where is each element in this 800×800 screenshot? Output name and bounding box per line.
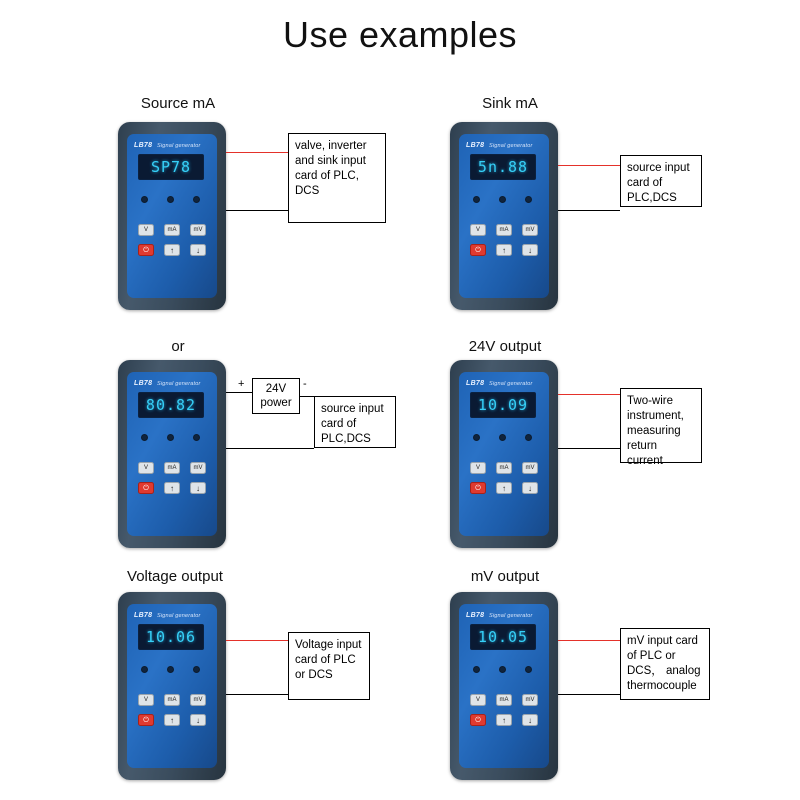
key-mv[interactable]: mV [190, 462, 206, 474]
key-up[interactable]: ↑ [496, 482, 512, 494]
device-face [127, 134, 217, 298]
wire-red-source-ma [226, 152, 288, 153]
key-power[interactable]: ⏻ [138, 482, 154, 494]
device-brand-subtitle: Signal generator [157, 381, 201, 387]
device-led-group [141, 434, 203, 440]
example-title-24v-output: 24V output [468, 338, 542, 355]
device-face [459, 134, 549, 298]
led-indicator-2 [499, 434, 506, 441]
device-key-row-control [138, 714, 206, 727]
key-mv[interactable]: mV [190, 694, 206, 706]
led-indicator-3 [193, 196, 200, 203]
device-key-row-control [470, 244, 538, 257]
label-box-24v-output: Two-wire instrument, measuring return current [620, 388, 702, 463]
key-ma[interactable]: mA [164, 224, 180, 236]
key-power[interactable]: ⏻ [470, 714, 486, 726]
signal-generator-device [450, 122, 558, 310]
label-box-source-ma: valve, inverter and sink input card of PLC, DCS [288, 133, 386, 223]
device-screen [470, 392, 536, 418]
label-box-24v-power: 24V power [252, 378, 300, 414]
key-down[interactable]: ↓ [190, 714, 206, 726]
label-box-voltage-output: Voltage input card of PLC or DCS [288, 632, 370, 700]
led-indicator-1 [473, 666, 480, 673]
key-mv[interactable]: mV [190, 224, 206, 236]
key-power[interactable]: ⏻ [138, 244, 154, 256]
led-indicator-1 [141, 666, 148, 673]
key-down[interactable]: ↓ [190, 244, 206, 256]
device-key-row-units [138, 462, 206, 475]
led-indicator-2 [499, 196, 506, 203]
led-indicator-3 [525, 434, 532, 441]
led-indicator-3 [193, 434, 200, 441]
key-v[interactable]: V [138, 694, 154, 706]
label-box-sink-ma: source input card of PLC,DCS [620, 155, 702, 207]
device-led-group [473, 666, 535, 672]
device-display-value: SP78 [150, 158, 192, 176]
wire-red-sink-ma [558, 165, 620, 166]
device-brand: LB78 [466, 142, 485, 149]
device-key-row-units [138, 694, 206, 707]
minus-sign: - [303, 378, 307, 390]
led-indicator-2 [167, 196, 174, 203]
wire-black-24v-output [558, 448, 620, 449]
device-key-row-units [470, 694, 538, 707]
key-power[interactable]: ⏻ [470, 482, 486, 494]
key-power[interactable]: ⏻ [470, 244, 486, 256]
device-brand: LB78 [466, 380, 485, 387]
led-indicator-3 [525, 666, 532, 673]
device-brand: LB78 [134, 142, 153, 149]
key-down[interactable]: ↓ [522, 482, 538, 494]
device-brand-subtitle: Signal generator [157, 143, 201, 149]
key-mv[interactable]: mV [522, 224, 538, 236]
page-title: Use examples [282, 14, 518, 55]
led-indicator-1 [141, 196, 148, 203]
device-led-group [141, 666, 203, 672]
key-down[interactable]: ↓ [190, 482, 206, 494]
device-key-row-units [470, 462, 538, 475]
device-key-row-control [470, 714, 538, 727]
device-brand-subtitle: Signal generator [157, 613, 201, 619]
device-key-row-control [138, 244, 206, 257]
device-face [127, 372, 217, 536]
key-ma[interactable]: mA [496, 224, 512, 236]
wire-red-voltage-output [226, 640, 288, 641]
wire-black-mv-output [558, 694, 620, 695]
led-indicator-3 [193, 666, 200, 673]
led-indicator-1 [141, 434, 148, 441]
device-display-value: 10.06 [145, 628, 197, 646]
device-face [127, 604, 217, 768]
example-title-voltage-output: Voltage output [127, 568, 223, 585]
device-screen [470, 154, 536, 180]
key-down[interactable]: ↓ [522, 244, 538, 256]
device-screen [470, 624, 536, 650]
key-v[interactable]: V [470, 694, 486, 706]
key-up[interactable]: ↑ [164, 244, 180, 256]
example-title-source-ma: Source mA [140, 95, 216, 112]
plus-sign: + [238, 378, 245, 390]
key-v[interactable]: V [138, 462, 154, 474]
signal-generator-device [118, 122, 226, 310]
device-key-row-units [470, 224, 538, 237]
wire-return-or [226, 448, 314, 449]
device-brand: LB78 [134, 612, 153, 619]
device-screen [138, 624, 204, 650]
device-display-value: 80.82 [145, 396, 197, 414]
signal-generator-device [450, 592, 558, 780]
device-led-group [473, 196, 535, 202]
led-indicator-2 [167, 434, 174, 441]
device-key-row-control [470, 482, 538, 495]
example-title-or: or [171, 338, 185, 355]
device-display-value: 10.09 [477, 396, 529, 414]
key-v[interactable]: V [138, 224, 154, 236]
wire-red-mv-output [558, 640, 620, 641]
led-indicator-2 [167, 666, 174, 673]
wire-red-24v-output [558, 394, 620, 395]
device-screen [138, 392, 204, 418]
signal-generator-device [118, 360, 226, 548]
key-ma[interactable]: mA [164, 694, 180, 706]
device-brand: LB78 [134, 380, 153, 387]
key-mv[interactable]: mV [522, 462, 538, 474]
key-v[interactable]: V [470, 462, 486, 474]
device-key-row-units [138, 224, 206, 237]
key-ma[interactable]: mA [496, 462, 512, 474]
device-brand-subtitle: Signal generator [489, 613, 533, 619]
key-mv[interactable]: mV [522, 694, 538, 706]
key-ma[interactable]: mA [496, 694, 512, 706]
device-face [459, 604, 549, 768]
device-brand-subtitle: Signal generator [489, 143, 533, 149]
device-brand-subtitle: Signal generator [489, 381, 533, 387]
key-v[interactable]: V [470, 224, 486, 236]
wire-device-to-power [226, 392, 252, 393]
device-display-value: 10.05 [477, 628, 529, 646]
wire-black-sink-ma [558, 210, 620, 211]
label-box-or: source input card of PLC,DCS [314, 396, 396, 448]
device-screen [138, 154, 204, 180]
signal-generator-device [118, 592, 226, 780]
key-up[interactable]: ↑ [496, 714, 512, 726]
led-indicator-3 [525, 196, 532, 203]
wire-black-source-ma [226, 210, 288, 211]
key-power[interactable]: ⏻ [138, 714, 154, 726]
example-title-sink-ma: Sink mA [482, 95, 538, 112]
wire-black-voltage-output [226, 694, 288, 695]
key-up[interactable]: ↑ [164, 714, 180, 726]
key-up[interactable]: ↑ [164, 482, 180, 494]
device-display-value: 5n.88 [477, 158, 529, 176]
led-indicator-2 [499, 666, 506, 673]
device-key-row-control [138, 482, 206, 495]
label-box-mv-output: mV input card of PLC or DCS， analog thermocouple [620, 628, 710, 700]
device-led-group [141, 196, 203, 202]
device-led-group [473, 434, 535, 440]
key-ma[interactable]: mA [164, 462, 180, 474]
signal-generator-device [450, 360, 558, 548]
led-indicator-1 [473, 196, 480, 203]
device-face [459, 372, 549, 536]
device-brand: LB78 [466, 612, 485, 619]
key-up[interactable]: ↑ [496, 244, 512, 256]
example-title-mv-output: mV output [470, 568, 540, 585]
led-indicator-1 [473, 434, 480, 441]
wire-power-to-input-card [300, 396, 314, 397]
key-down[interactable]: ↓ [522, 714, 538, 726]
